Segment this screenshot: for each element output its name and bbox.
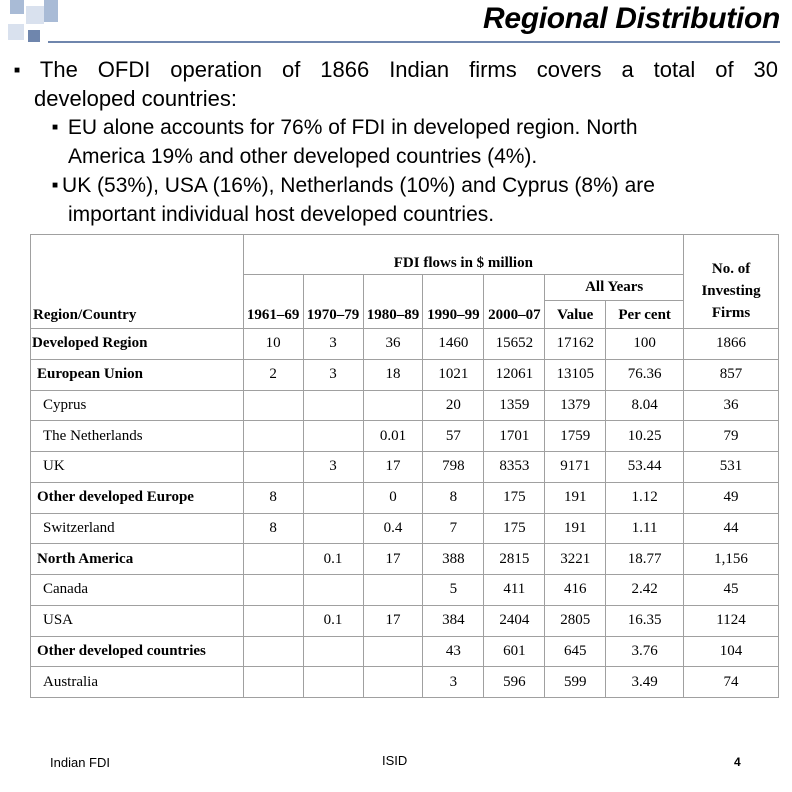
decorative-square <box>44 0 58 22</box>
cell-p1980: 17 <box>363 544 423 575</box>
row-label: North America <box>31 544 244 575</box>
cell-p1980: 17 <box>363 605 423 636</box>
sub-bullet-text: UK (53%), USA (16%), Netherlands (10%) and Cyprus (8%) are <box>62 174 655 197</box>
cell-p1961: 8 <box>243 513 303 544</box>
cell-p1980: 0.01 <box>363 421 423 452</box>
row-label: Developed Region <box>31 329 244 360</box>
header-period-1970: 1970–79 <box>303 275 363 329</box>
cell-p1970 <box>303 575 363 606</box>
row-label: European Union <box>31 359 244 390</box>
cell-firms: 1,156 <box>684 544 779 575</box>
table-row <box>31 329 779 360</box>
row-label: UK <box>31 452 244 483</box>
title-divider <box>48 41 780 43</box>
header-period-1990: 1990–99 <box>423 275 484 329</box>
cell-firms: 45 <box>684 575 779 606</box>
row-label: Other developed countries <box>31 636 244 667</box>
cell-value: 9171 <box>545 452 606 483</box>
header-period-2000: 2000–07 <box>484 275 545 329</box>
cell-p1970: 3 <box>303 452 363 483</box>
cell-per-cent: 76.36 <box>606 359 684 390</box>
decorative-square <box>10 0 24 14</box>
cell-per-cent: 3.76 <box>606 636 684 667</box>
cell-p1980: 0.4 <box>363 513 423 544</box>
cell-p1961 <box>243 667 303 698</box>
cell-p1961 <box>243 605 303 636</box>
decorative-square <box>28 30 40 42</box>
cell-p1961: 8 <box>243 482 303 513</box>
cell-p1980 <box>363 390 423 421</box>
cell-p1990: 798 <box>423 452 484 483</box>
decorative-square <box>26 6 44 24</box>
cell-firms: 1124 <box>684 605 779 636</box>
table-row <box>31 667 779 698</box>
table-row <box>31 359 779 390</box>
sub-bullet-countries <box>52 171 655 229</box>
cell-per-cent: 100 <box>606 329 684 360</box>
header-all-years: All Years <box>545 275 684 301</box>
cell-p1970 <box>303 482 363 513</box>
cell-value: 645 <box>545 636 606 667</box>
cell-p1980: 36 <box>363 329 423 360</box>
cell-p1970 <box>303 513 363 544</box>
table-row <box>31 605 779 636</box>
cell-firms: 531 <box>684 452 779 483</box>
row-label: The Netherlands <box>31 421 244 452</box>
cell-p1990: 5 <box>423 575 484 606</box>
row-label: Other developed Europe <box>31 482 244 513</box>
fdi-table <box>30 234 779 698</box>
cell-per-cent: 1.11 <box>606 513 684 544</box>
table-row <box>31 575 779 606</box>
cell-p2000: 1359 <box>484 390 545 421</box>
cell-p1961 <box>243 452 303 483</box>
cell-value: 13105 <box>545 359 606 390</box>
header-investing-firms: No. of Investing Firms <box>684 235 779 329</box>
table-row <box>31 482 779 513</box>
cell-p1990: 1021 <box>423 359 484 390</box>
cell-p2000: 601 <box>484 636 545 667</box>
cell-p1980: 0 <box>363 482 423 513</box>
cell-p1970 <box>303 421 363 452</box>
cell-p1961 <box>243 421 303 452</box>
row-label: Switzerland <box>31 513 244 544</box>
sub-bullet-text: important individual host developed countries. <box>68 203 495 226</box>
cell-p1990: 8 <box>423 482 484 513</box>
cell-per-cent: 18.77 <box>606 544 684 575</box>
cell-p2000: 596 <box>484 667 545 698</box>
table-row <box>31 544 779 575</box>
header-period-1961: 1961–69 <box>243 275 303 329</box>
main-bullet-text: The OFDI operation of 1866 Indian firms covers a total of 30 <box>39 57 778 82</box>
cell-p1990: 43 <box>423 636 484 667</box>
cell-p1990: 7 <box>423 513 484 544</box>
header-period-1980: 1980–89 <box>363 275 423 329</box>
cell-value: 3221 <box>545 544 606 575</box>
cell-p1970 <box>303 667 363 698</box>
cell-p2000: 175 <box>484 482 545 513</box>
cell-firms: 49 <box>684 482 779 513</box>
cell-p1990: 20 <box>423 390 484 421</box>
cell-p2000: 2815 <box>484 544 545 575</box>
row-label: Cyprus <box>31 390 244 421</box>
cell-per-cent: 16.35 <box>606 605 684 636</box>
cell-p1970 <box>303 390 363 421</box>
cell-firms: 857 <box>684 359 779 390</box>
cell-p1990: 3 <box>423 667 484 698</box>
cell-p1980 <box>363 575 423 606</box>
cell-p1961 <box>243 544 303 575</box>
cell-p1961: 2 <box>243 359 303 390</box>
cell-p1980: 18 <box>363 359 423 390</box>
cell-firms: 104 <box>684 636 779 667</box>
cell-p1970: 0.1 <box>303 544 363 575</box>
bullet-marker: ■ <box>14 65 34 76</box>
cell-p1961 <box>243 636 303 667</box>
table-row <box>31 636 779 667</box>
main-bullet <box>14 55 778 85</box>
header-per-cent: Per cent <box>606 301 684 329</box>
cell-p1990: 384 <box>423 605 484 636</box>
cell-p2000: 15652 <box>484 329 545 360</box>
cell-firms: 1866 <box>684 329 779 360</box>
cell-p1970: 3 <box>303 359 363 390</box>
cell-per-cent: 1.12 <box>606 482 684 513</box>
table-row <box>31 513 779 544</box>
footer-center: ISID <box>382 753 408 768</box>
row-label: Canada <box>31 575 244 606</box>
cell-p2000: 12061 <box>484 359 545 390</box>
cell-p1970: 3 <box>303 329 363 360</box>
table-row <box>31 390 779 421</box>
main-bullet-continuation: developed countries: <box>34 86 238 111</box>
cell-per-cent: 3.49 <box>606 667 684 698</box>
cell-firms: 74 <box>684 667 779 698</box>
cell-per-cent: 2.42 <box>606 575 684 606</box>
table-row <box>31 421 779 452</box>
cell-value: 191 <box>545 513 606 544</box>
cell-p1980 <box>363 667 423 698</box>
cell-per-cent: 10.25 <box>606 421 684 452</box>
page-number: 4 <box>734 755 741 769</box>
table-row <box>31 452 779 483</box>
header-region-country: Region/Country <box>31 235 244 329</box>
cell-firms: 36 <box>684 390 779 421</box>
cell-value: 17162 <box>545 329 606 360</box>
cell-p2000: 175 <box>484 513 545 544</box>
cell-p1990: 388 <box>423 544 484 575</box>
cell-p1990: 1460 <box>423 329 484 360</box>
footer-left: Indian FDI <box>50 755 110 770</box>
cell-firms: 79 <box>684 421 779 452</box>
sub-bullet-eu <box>52 113 638 171</box>
slide-title: Regional Distribution <box>482 2 780 35</box>
cell-p2000: 2404 <box>484 605 545 636</box>
cell-p1970 <box>303 636 363 667</box>
cell-p1961 <box>243 575 303 606</box>
cell-p1980 <box>363 636 423 667</box>
cell-p2000: 8353 <box>484 452 545 483</box>
cell-value: 1379 <box>545 390 606 421</box>
cell-value: 2805 <box>545 605 606 636</box>
cell-value: 416 <box>545 575 606 606</box>
header-value: Value <box>545 301 606 329</box>
cell-p1980: 17 <box>363 452 423 483</box>
decorative-square <box>8 24 24 40</box>
row-label: Australia <box>31 667 244 698</box>
cell-value: 191 <box>545 482 606 513</box>
cell-p2000: 1701 <box>484 421 545 452</box>
bullet-marker: ■ <box>52 122 59 133</box>
cell-p1990: 57 <box>423 421 484 452</box>
cell-per-cent: 53.44 <box>606 452 684 483</box>
cell-value: 1759 <box>545 421 606 452</box>
cell-per-cent: 8.04 <box>606 390 684 421</box>
cell-p1961: 10 <box>243 329 303 360</box>
cell-p1970: 0.1 <box>303 605 363 636</box>
sub-bullet-text: America 19% and other developed countries (4%). <box>68 145 538 168</box>
cell-firms: 44 <box>684 513 779 544</box>
cell-p1961 <box>243 390 303 421</box>
sub-bullet-text: EU alone accounts for 76% of FDI in developed region. North <box>67 116 638 139</box>
cell-p2000: 411 <box>484 575 545 606</box>
header-fdi-flows: FDI flows in $ million <box>243 235 683 275</box>
row-label: USA <box>31 605 244 636</box>
bullet-marker: ■ <box>52 180 59 191</box>
cell-value: 599 <box>545 667 606 698</box>
